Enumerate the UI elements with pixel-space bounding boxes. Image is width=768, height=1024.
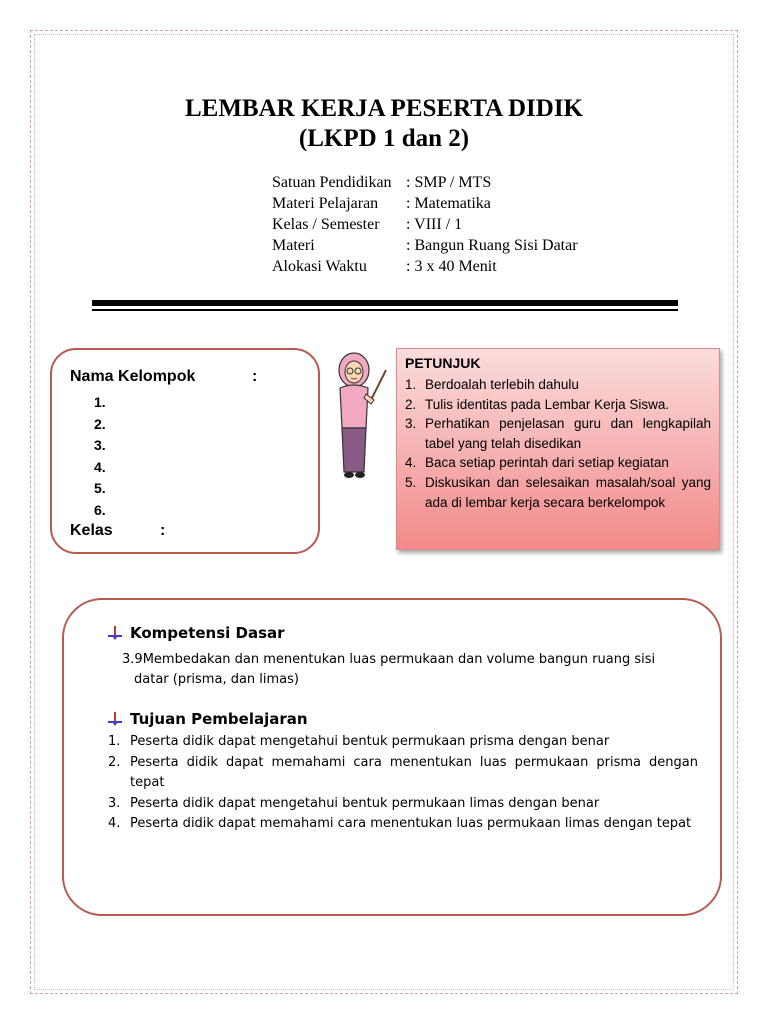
meta-value: : Matematika — [406, 195, 491, 212]
objective-number: 2. — [108, 754, 121, 770]
member-item[interactable]: 2. — [94, 415, 106, 432]
competency-line1: Membedakan dan menentukan luas permukaan dan volume bangun ruang sisi — [142, 652, 656, 667]
objective-item — [108, 794, 698, 815]
competency-line2: datar (prisma, dan limas) — [134, 672, 299, 687]
instruction-number: 5. — [405, 474, 417, 490]
group-name-label: Nama Kelompok — [70, 368, 196, 385]
competency-heading — [108, 624, 285, 642]
objective-text: Peserta didik dapat memahami cara menentukan luas permukaan prisma dengan tepat — [130, 754, 698, 790]
meta-label: Kelas / Semester — [272, 216, 380, 233]
meta-value: : SMP / MTS — [406, 174, 492, 191]
instruction-text: Berdoalah terlebih dahulu — [425, 377, 579, 392]
objective-number: 4. — [108, 816, 121, 831]
instruction-text: Tulis identitas pada Lembar Kerja Siswa. — [425, 396, 670, 412]
meta-label: Materi Pelajaran — [272, 195, 379, 212]
instruction-number: 4. — [405, 455, 417, 471]
instruction-number: 1. — [405, 377, 417, 392]
objective-item — [108, 814, 698, 835]
instruction-item — [405, 375, 711, 395]
objective-text: Peserta didik dapat mengetahui bentuk permukaan limas dengan benar — [130, 795, 600, 811]
class-colon[interactable]: : — [160, 522, 166, 539]
instruction-item — [405, 453, 711, 473]
member-item[interactable]: 5. — [94, 480, 106, 496]
competency-text — [122, 650, 682, 690]
meta-row — [272, 235, 578, 256]
instructions-list — [405, 375, 711, 512]
instruction-number: 3. — [405, 416, 417, 432]
teacher-pointer-icon — [330, 348, 390, 482]
objective-number: 3. — [108, 795, 121, 811]
meta-label: Materi — [272, 237, 315, 254]
class-label: Kelas — [70, 522, 113, 539]
meta-row — [272, 214, 578, 235]
group-name-colon: : — [252, 368, 258, 385]
objective-number: 1. — [108, 734, 121, 749]
member-item[interactable]: 3. — [94, 437, 106, 453]
member-item[interactable]: 4. — [94, 458, 106, 475]
arrow-cross-icon — [108, 712, 122, 726]
objective-item — [108, 732, 698, 753]
member-item[interactable]: 1. — [94, 394, 106, 410]
meta-row — [272, 172, 578, 193]
member-item[interactable]: 6. — [94, 501, 106, 518]
instruction-item — [405, 414, 711, 453]
group-name-box — [50, 348, 320, 554]
instruction-item — [405, 395, 711, 415]
arrow-cross-icon — [108, 626, 122, 640]
meta-label: Alokasi Waktu — [272, 258, 367, 275]
competency-number: 3.9 — [122, 652, 143, 667]
objectives-heading — [108, 710, 308, 728]
competency-title: Kompetensi Dasar — [130, 624, 285, 642]
meta-value: : 3 x 40 Menit — [406, 258, 497, 275]
divider-thick — [92, 300, 678, 306]
objective-text: Peserta didik dapat mengetahui bentuk permukaan prisma dengan benar — [130, 734, 610, 749]
member-list — [94, 392, 106, 521]
meta-row — [272, 193, 578, 214]
page-title: LEMBAR KERJA PESERTA DIDIK — [184, 95, 584, 122]
identity-table — [272, 172, 578, 277]
objective-item — [108, 753, 698, 794]
objectives-list — [108, 732, 698, 835]
instruction-text: Perhatikan penjelasan guru dan lengkapilah tabel yang telah disedikan — [425, 416, 711, 451]
instructions-box — [396, 348, 720, 550]
objective-text: Peserta didik dapat memahami cara menentukan luas permukaan limas dengan tepat — [130, 816, 692, 831]
meta-row — [272, 256, 578, 277]
instruction-text: Diskusikan dan selesaikan masalah/soal yang ada di lembar kerja secara berkelompok — [425, 474, 711, 510]
divider-thin — [92, 309, 678, 311]
instruction-text: Baca setiap perintah dari setiap kegiatan — [425, 455, 669, 471]
instruction-item — [405, 473, 711, 512]
meta-value: : Bangun Ruang Sisi Datar — [406, 237, 578, 254]
meta-label: Satuan Pendidikan — [272, 174, 392, 191]
objectives-title: Tujuan Pembelajaran — [130, 710, 308, 728]
instructions-title: PETUNJUK — [405, 355, 481, 371]
instruction-number: 2. — [405, 396, 417, 412]
competency-box — [62, 598, 722, 916]
meta-value: : VIII / 1 — [406, 216, 463, 233]
page-subtitle: (LKPD 1 dan 2) — [298, 125, 470, 152]
